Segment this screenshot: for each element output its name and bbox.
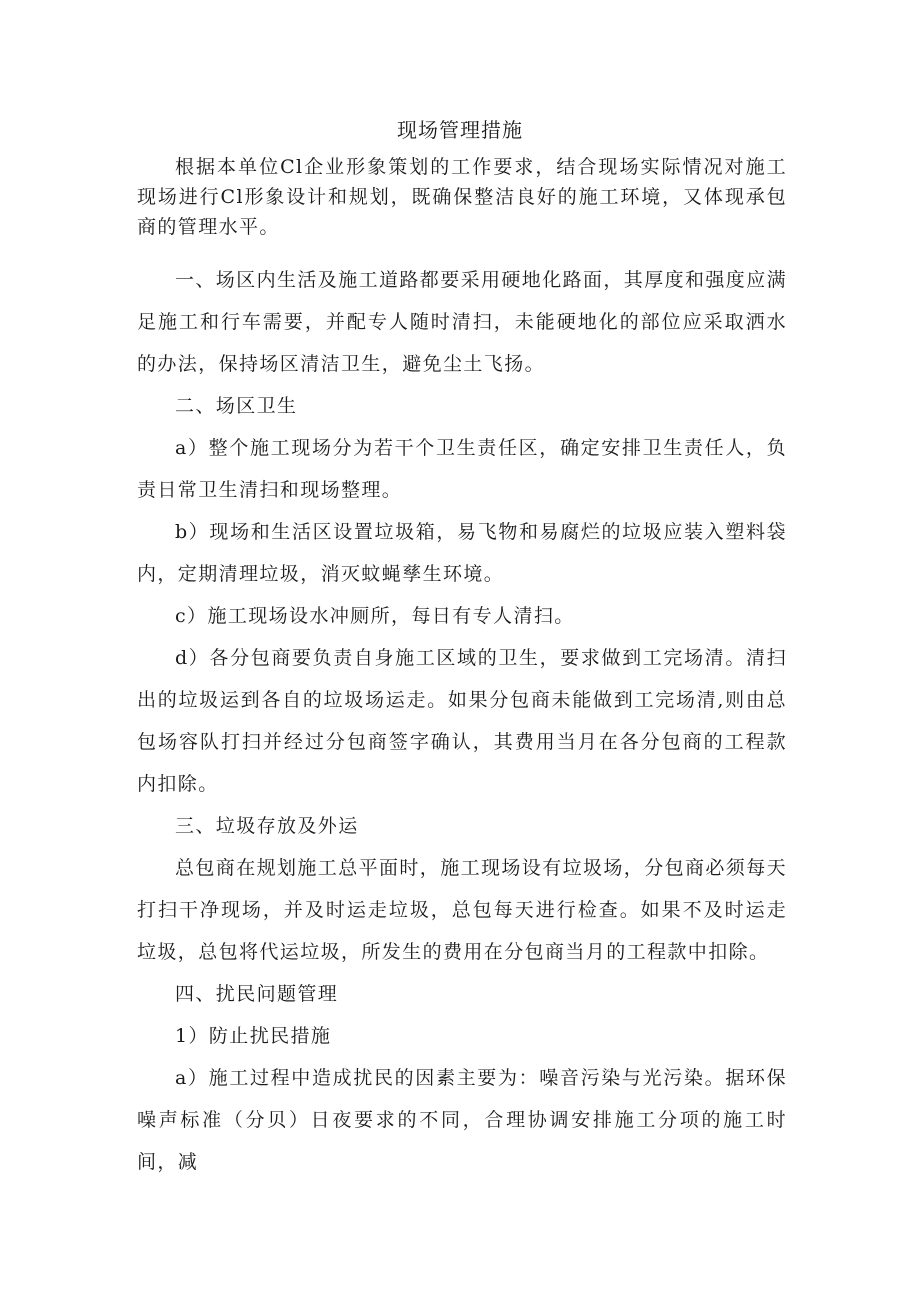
section-3-paragraph: 总包商在规划施工总平面时，施工现场设有垃圾场，分包商必须每天打扫干净现场，并及时运走垃圾，总包每天进行检查。如果不及时运走垃圾，总包将代运垃圾，所发生的费用在分包商当月的工程款中扣除。 — [137, 857, 788, 963]
section-2-item-c: c）施工现场设水冲厕所，每日有专人清扫。 — [175, 605, 575, 627]
intro-paragraph: 根据本单位Cl企业形象策划的工作要求，结合现场实际情况对施工现场进行Cl形象设计和规划，既确保整洁良好的施工环境，又体现承包商的管理水平。 — [137, 156, 787, 238]
section-4-item-a: a）施工过程中造成扰民的因素主要为：噪音污染与光污染。据环保噪声标准（分贝）日夜要求的不同，合理协调安排施工分项的施工时间，减 — [137, 1067, 787, 1173]
section-4-heading: 四、扰民问题管理 — [175, 983, 339, 1005]
section-2-item-a: a）整个施工现场分为若干个卫生责任区，确定安排卫生责任人，负责日常卫生清扫和现场整理。 — [137, 437, 787, 501]
document-title: 现场管理措施 — [397, 118, 523, 142]
section-2-heading: 二、场区卫生 — [175, 395, 298, 417]
section-3-heading: 三、垃圾存放及外运 — [175, 815, 359, 837]
section-2-item-b: b）现场和生活区设置垃圾箱，易飞物和易腐烂的垃圾应装入塑料袋内，定期清理垃圾，消灭蚊蝇孳生环境。 — [137, 521, 787, 585]
document-body — [137, 152, 787, 1183]
section-4-subheading: 1）防止扰民措施 — [175, 1025, 332, 1047]
section-2-item-d: d）各分包商要负责自身施工区域的卫生，要求做到工完场清。清扫出的垃圾运到各自的垃圾场运走。如果分包商未能做到工完场清,则由总包场容队打扫并经过分包商签字确认，其费用当月在各分包商的工程款内扣除。 — [137, 647, 787, 795]
section-1-paragraph: 一、场区内生活及施工道路都要采用硬地化路面，其厚度和强度应满足施工和行车需要，并配专人随时清扫，未能硬地化的部位应采取洒水的办法，保持场区清洁卫生，避免尘土飞扬。 — [137, 269, 788, 375]
